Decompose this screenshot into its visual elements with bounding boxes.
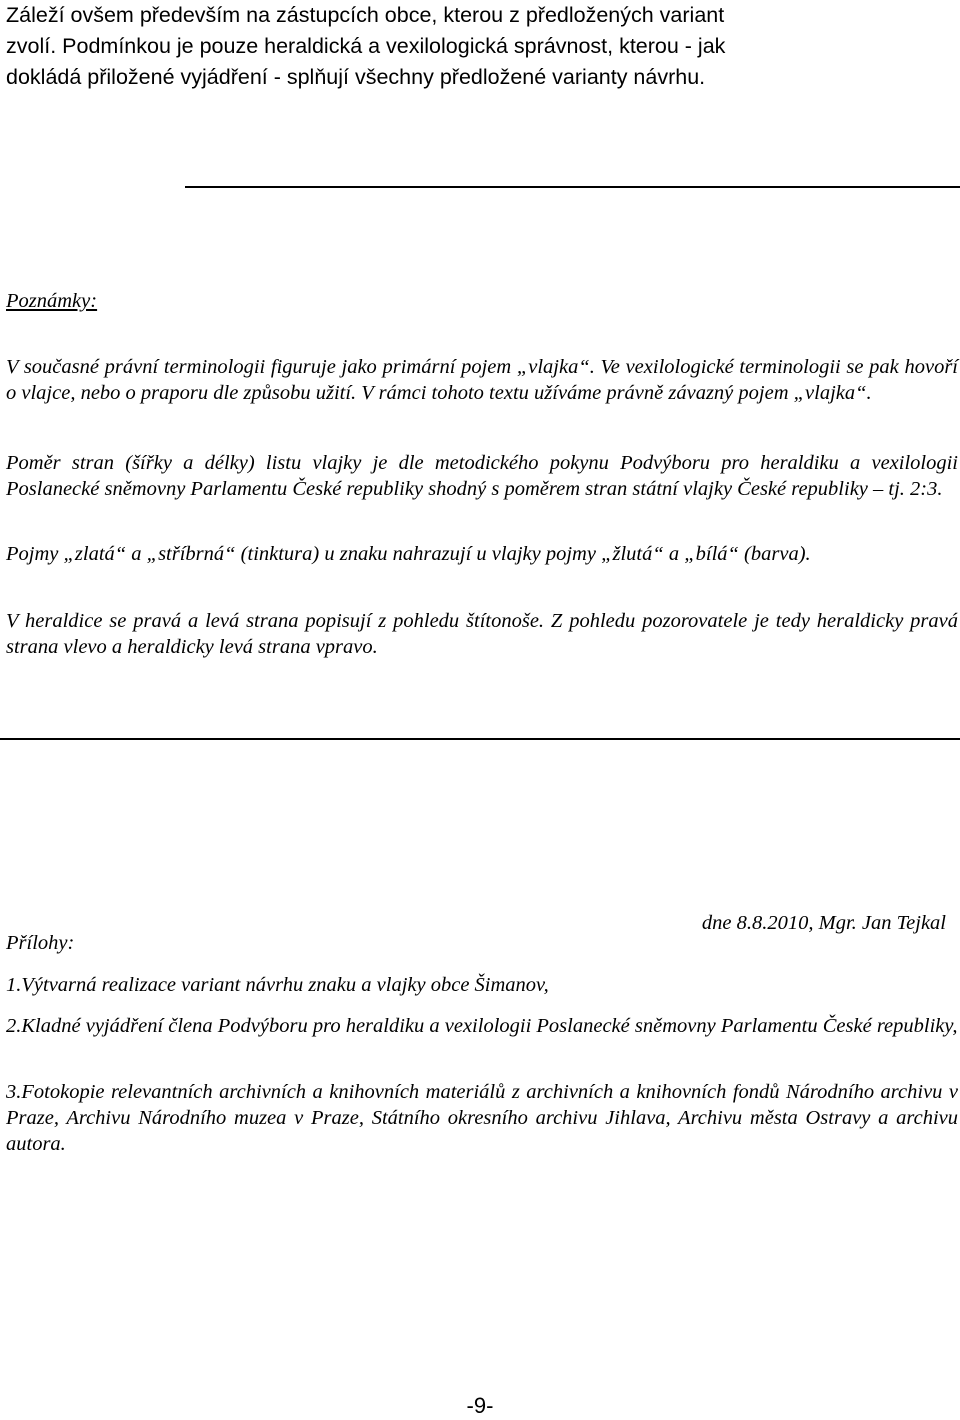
top-divider <box>185 186 960 188</box>
note-heraldic-sides <box>6 608 958 660</box>
intro-paragraph <box>6 0 958 93</box>
attachments-heading: Přílohy: <box>6 932 75 954</box>
attachment-item: 2.Kladné vyjádření člena Podvýboru pro heraldiku a vexilologii Poslanecké sněmovny Parlamentu České republiky, <box>6 1015 958 1037</box>
note-paragraph: V heraldice se pravá a levá strana popisují z pohledu štítonoše. Z pohledu pozorovatele je tedy heraldicky pravá strana vlevo a heraldicky levá strana vpravo. <box>6 610 958 658</box>
middle-divider <box>0 738 960 740</box>
notes-heading: Poznámky: <box>6 290 98 312</box>
intro-line-3: dokládá přiložené vyjádření - splňují všechny předložené varianty návrhu. <box>6 65 706 89</box>
attachment-item: 3.Fotokopie relevantních archivních a knihovních materiálů z archivních a knihovních fondů Národního archivu v Praze, Archivu Národního muzea v Praze, Státního okresního archivu Jihlava, Archivu města Ostravy a archivu autora. <box>6 1081 958 1155</box>
page-number: -9- <box>466 1393 494 1418</box>
intro-line-2: zvolí. Podmínkou je pouze heraldická a vexilologická správnost, kterou - jak <box>6 34 726 58</box>
note-ratio <box>6 450 958 502</box>
note-terminology <box>6 354 958 406</box>
attachment-item: 1.Výtvarná realizace variant návrhu znaku a vlajky obce Šimanov, <box>6 974 549 996</box>
note-paragraph: Pojmy „zlatá“ a „stříbrná“ (tinktura) u znaku nahrazují u vlajky pojmy „žlutá“ a „bílá“ (barva). <box>6 543 811 565</box>
note-tinctures <box>6 541 958 567</box>
note-paragraph: Poměr stran (šířky a délky) listu vlajky je dle metodického pokynu Podvýboru pro heraldiku a vexilologii Poslanecké sněmovny Parlamentu České republiky shodný s poměrem stran státní vlajky České republiky – tj. 2:3. <box>6 452 958 500</box>
intro-line-1: Záleží ovšem především na zástupcích obce, kterou z předložených variant <box>6 3 725 27</box>
signature-date-author: dne 8.8.2010, Mgr. Jan Tejkal <box>701 912 946 934</box>
note-paragraph: V současné právní terminologii figuruje jako primární pojem „vlajka“. Ve vexilologické terminologii se pak hovoří o vlajce, nebo o praporu dle způsobu užití. V rámci tohoto textu užíváme právně závazný pojem „vlajka“. <box>6 356 958 404</box>
